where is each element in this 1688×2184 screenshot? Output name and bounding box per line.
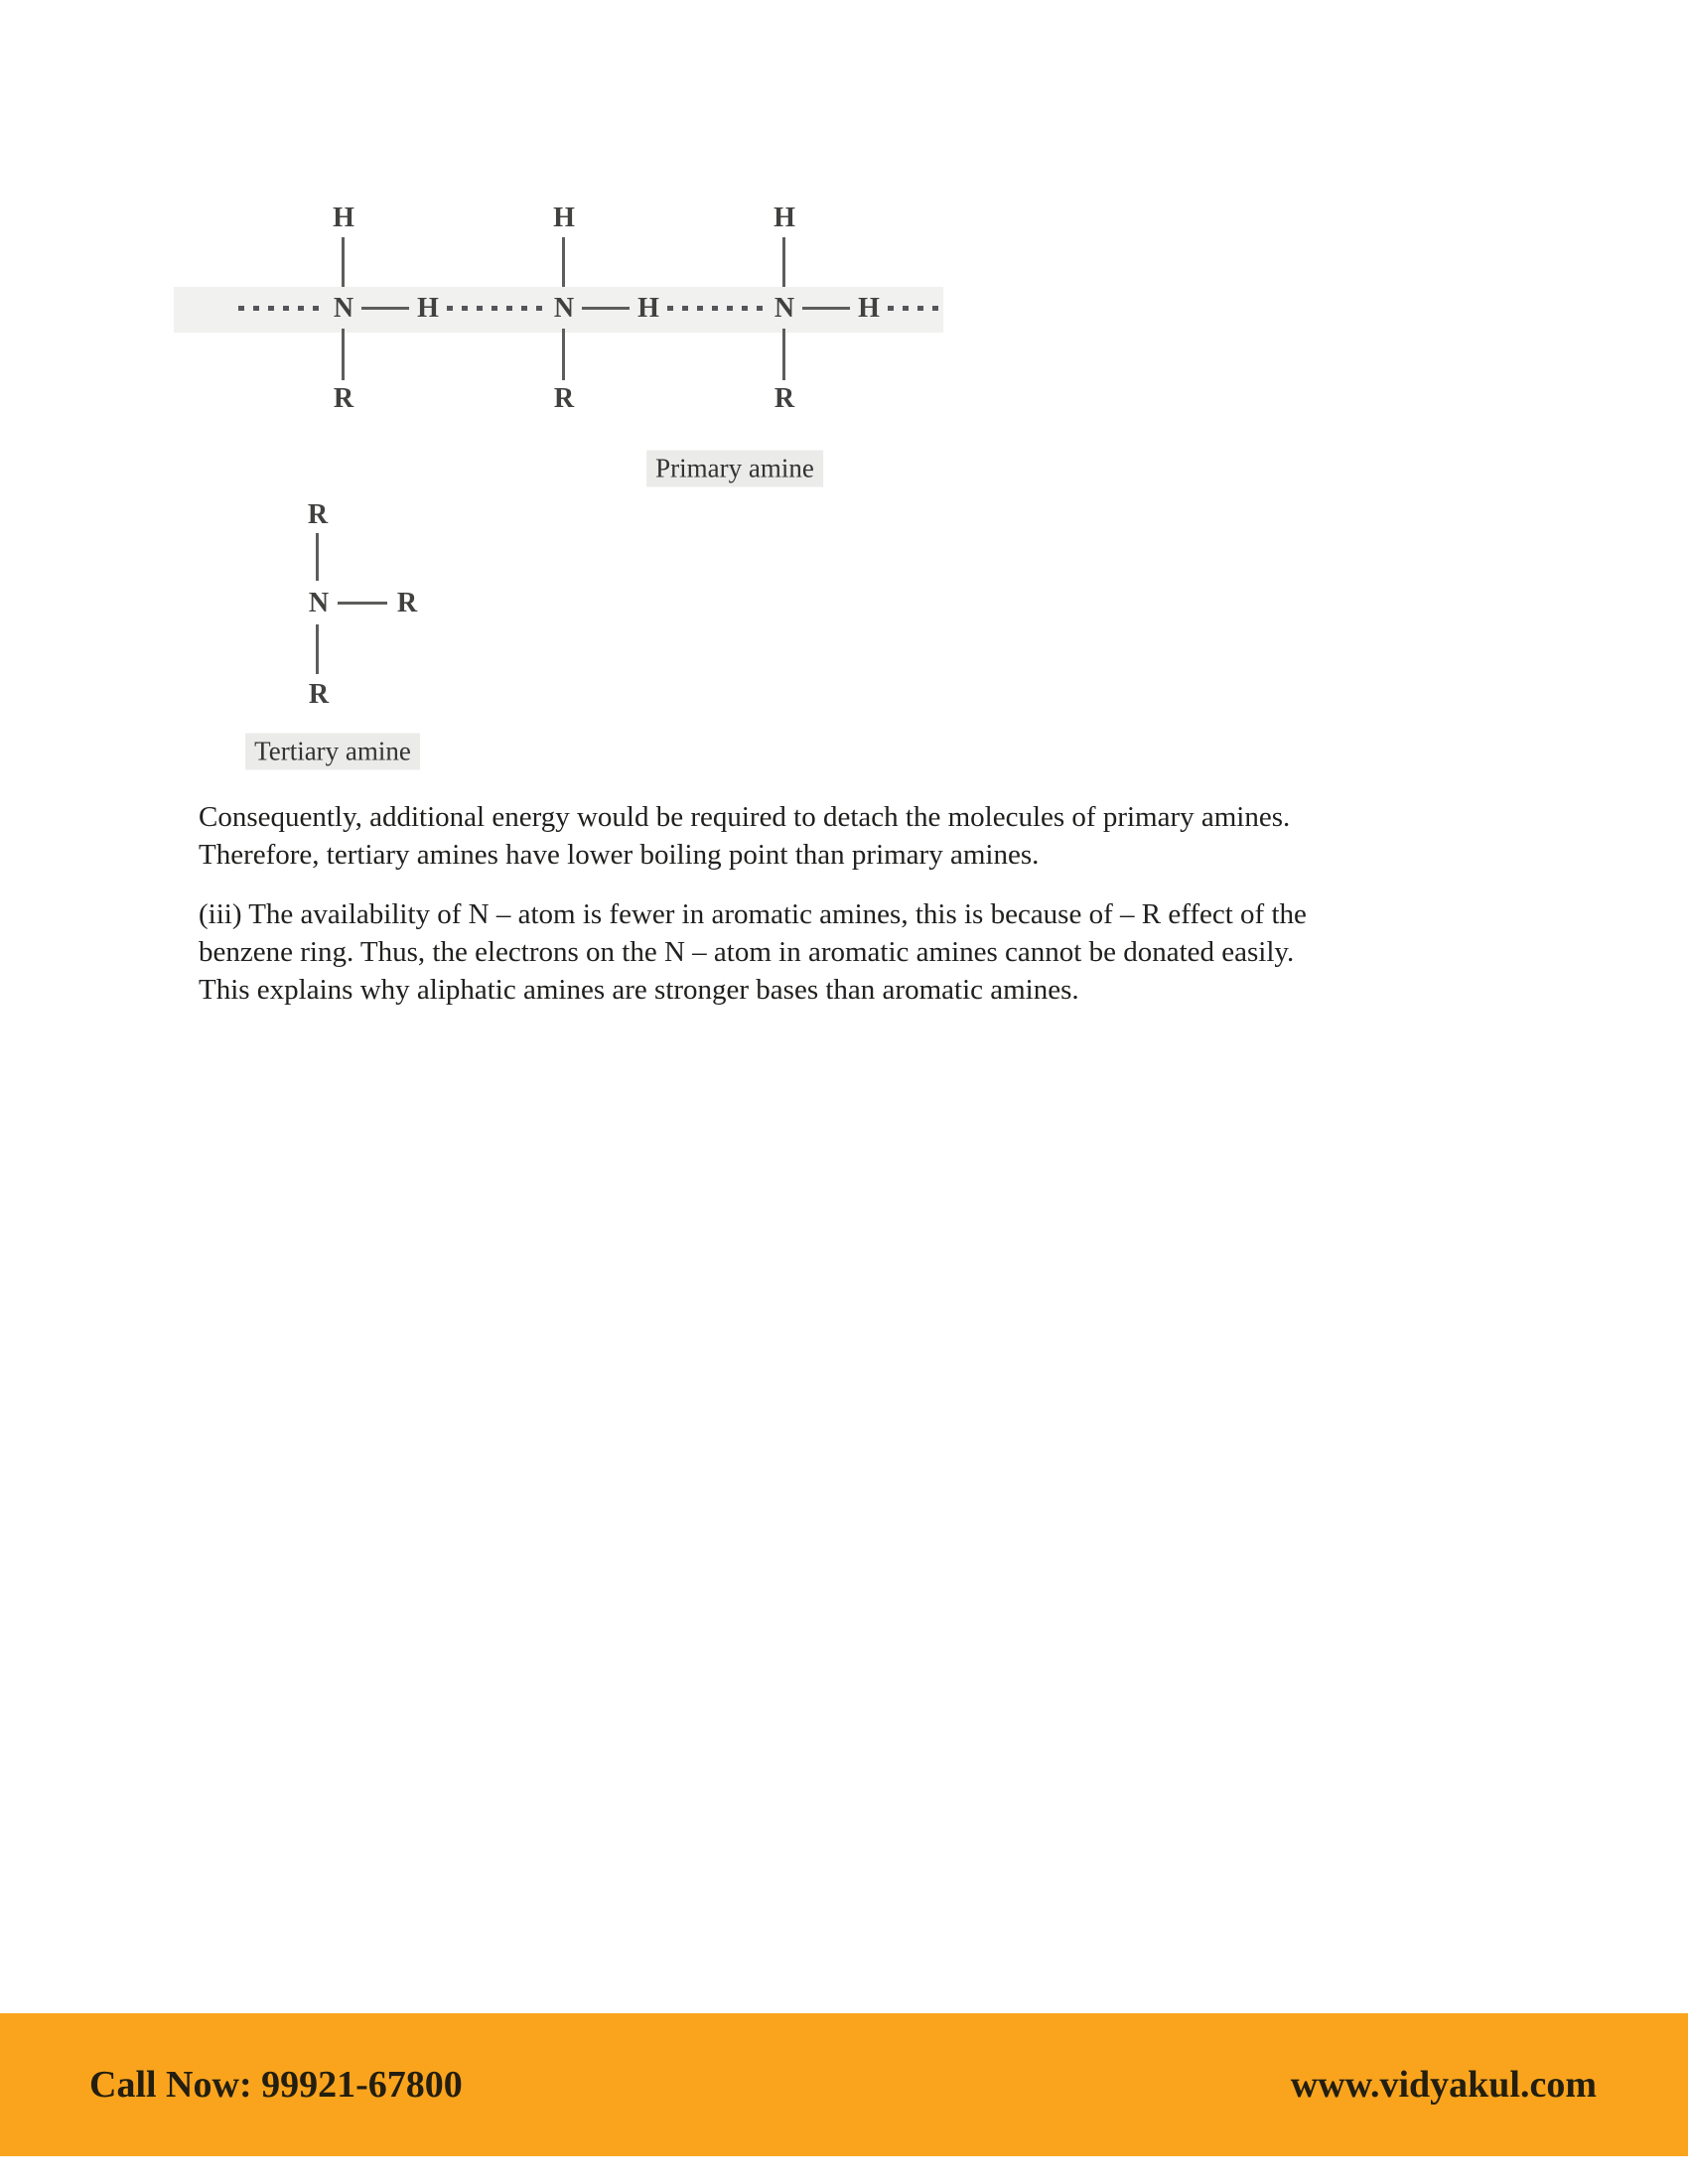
primary-amine-label: Primary amine <box>646 451 823 487</box>
nh-horizontal-bond <box>582 307 630 310</box>
hydrogen-bond-dashes <box>888 306 945 311</box>
tertiary-amine-label: Tertiary amine <box>245 734 420 770</box>
footer-phone-number: Call Now: 99921-67800 <box>89 2064 463 2106</box>
r-group: R <box>333 383 354 414</box>
hydrogen-atom: H <box>637 293 659 324</box>
hydrogen-atom: H <box>553 203 575 233</box>
hydrogen-atom: H <box>774 203 795 233</box>
footer-bar <box>0 2013 1688 2156</box>
nr-vertical-bond <box>316 624 319 674</box>
hydrogen-bond-dashes <box>667 306 765 311</box>
r-group: R <box>774 383 795 414</box>
nitrogen-atom: N <box>553 293 575 324</box>
paragraph-basicity <box>199 895 1307 1009</box>
hydrogen-bond-dashes <box>447 306 544 311</box>
paragraph-line: Consequently, additional energy would be required to detach the molecules of primary amines. <box>199 801 1291 833</box>
nr-vertical-bond <box>342 329 345 380</box>
nr-vertical-bond <box>562 329 565 380</box>
paragraph-line: benzene ring. Thus, the electrons on the N – atom in aromatic amines cannot be donated easily. <box>199 936 1295 968</box>
nitrogen-atom: N <box>333 293 354 324</box>
nitrogen-atom: N <box>774 293 795 324</box>
r-group: R <box>396 588 418 618</box>
nh-vertical-bond <box>562 237 565 287</box>
nh-horizontal-bond <box>361 307 409 310</box>
hydrogen-atom: H <box>333 203 354 233</box>
paragraph-line: Therefore, tertiary amines have lower boiling point than primary amines. <box>199 839 1040 871</box>
r-group: R <box>308 679 330 710</box>
nh-vertical-bond <box>782 237 785 287</box>
nitrogen-atom: N <box>308 588 330 618</box>
nr-vertical-bond <box>316 533 319 581</box>
nr-vertical-bond <box>782 329 785 380</box>
nh-vertical-bond <box>342 237 345 287</box>
hydrogen-bond-dashes <box>238 306 328 311</box>
footer-website-url: www.vidyakul.com <box>1290 2064 1597 2106</box>
nr-horizontal-bond <box>338 602 387 605</box>
paragraph-line: (iii) The availability of N – atom is fewer in aromatic amines, this is because of – R effect of the <box>199 898 1307 930</box>
paragraph-boiling-point <box>199 798 1290 874</box>
r-group: R <box>307 499 329 530</box>
r-group: R <box>553 383 575 414</box>
hydrogen-atom: H <box>858 293 880 324</box>
hydrogen-atom: H <box>417 293 439 324</box>
paragraph-line: This explains why aliphatic amines are stronger bases than aromatic amines. <box>199 974 1079 1006</box>
nh-horizontal-bond <box>802 307 850 310</box>
